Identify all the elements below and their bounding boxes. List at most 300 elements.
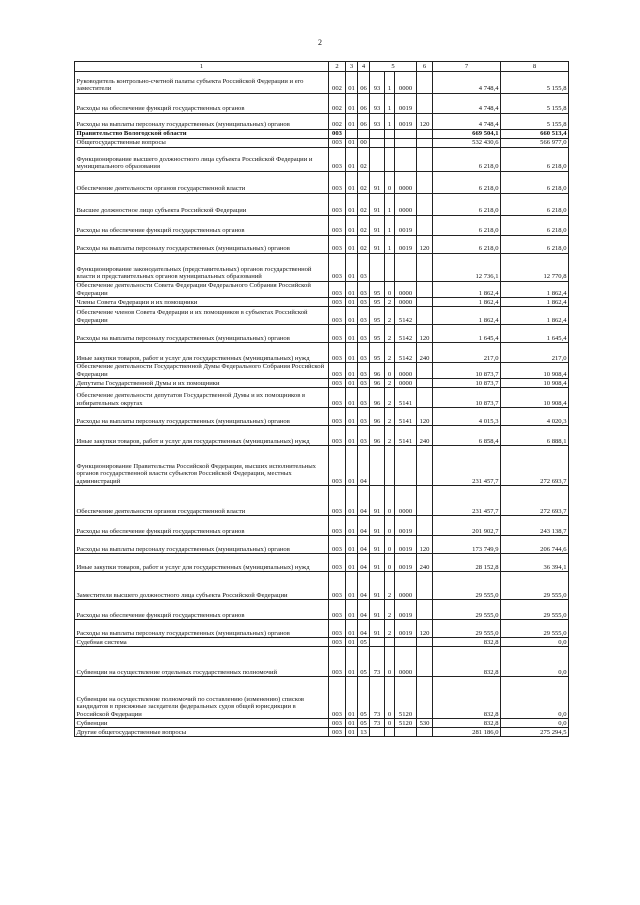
table-row	[75, 719, 569, 728]
row-code-subprogram	[385, 728, 395, 737]
row-code-admin: 003	[329, 408, 346, 426]
row-name: Расходы на обеспечение функций государственных органов	[75, 216, 329, 236]
row-name: Функционирование высшего должностного лица субъекта Российской Федерации и муниципального образования	[75, 148, 329, 172]
row-code-program: 91	[370, 572, 385, 600]
table-row	[75, 72, 569, 94]
row-code-direction: 0000	[395, 282, 417, 298]
row-code-subprogram: 1	[385, 194, 395, 216]
row-code-direction: 0000	[395, 194, 417, 216]
row-code-direction: 5120	[395, 719, 417, 728]
row-amount-year2: 29 555,0	[501, 600, 569, 620]
row-code-direction: 0019	[395, 516, 417, 536]
table-header-row	[75, 62, 569, 72]
row-code-direction: 5141	[395, 426, 417, 446]
header-col-5: 5	[370, 62, 417, 72]
row-amount-year2: 6 218,0	[501, 236, 569, 254]
row-name: Депутаты Государственной Думы и их помощники	[75, 379, 329, 388]
table-row	[75, 139, 569, 148]
row-code-expense-type: 240	[417, 554, 433, 572]
row-amount-year2: 660 513,4	[501, 130, 569, 139]
row-code-direction	[395, 148, 417, 172]
row-code-subsection: 03	[358, 408, 370, 426]
row-code-subprogram	[385, 148, 395, 172]
row-code-section: 01	[346, 446, 358, 486]
row-code-subsection: 03	[358, 379, 370, 388]
row-amount-year1: 231 457,7	[433, 486, 501, 516]
row-code-subprogram: 2	[385, 379, 395, 388]
row-code-section: 01	[346, 486, 358, 516]
row-amount-year2: 1 645,4	[501, 325, 569, 343]
row-code-program: 96	[370, 408, 385, 426]
row-code-section: 01	[346, 536, 358, 554]
row-name: Обеспечение деятельности органов государственной власти	[75, 486, 329, 516]
row-amount-year1: 669 504,1	[433, 130, 501, 139]
row-code-expense-type	[417, 216, 433, 236]
row-code-expense-type	[417, 638, 433, 647]
row-code-direction: 0019	[395, 216, 417, 236]
table-row	[75, 343, 569, 363]
row-name: Правительство Вологодской области	[75, 130, 329, 139]
row-code-subsection: 03	[358, 426, 370, 446]
row-code-expense-type: 120	[417, 325, 433, 343]
row-amount-year1: 4 748,4	[433, 94, 501, 114]
row-amount-year1: 12 736,1	[433, 254, 501, 282]
row-amount-year2: 4 020,3	[501, 408, 569, 426]
row-code-expense-type	[417, 130, 433, 139]
row-code-subsection: 00	[358, 139, 370, 148]
row-code-subsection: 03	[358, 282, 370, 298]
row-code-program: 91	[370, 236, 385, 254]
row-amount-year2: 6 218,0	[501, 148, 569, 172]
row-code-direction	[395, 638, 417, 647]
row-amount-year2: 0,0	[501, 647, 569, 677]
row-amount-year1: 10 873,7	[433, 388, 501, 408]
row-code-subprogram: 0	[385, 719, 395, 728]
row-code-direction: 0000	[395, 647, 417, 677]
table-row	[75, 94, 569, 114]
row-code-direction: 0019	[395, 600, 417, 620]
row-code-expense-type	[417, 572, 433, 600]
row-code-program: 91	[370, 620, 385, 638]
row-amount-year2: 29 555,0	[501, 572, 569, 600]
row-code-admin: 003	[329, 677, 346, 719]
row-code-direction: 0000	[395, 363, 417, 379]
row-name: Другие общегосударственные вопросы	[75, 728, 329, 737]
row-code-subprogram: 0	[385, 536, 395, 554]
row-amount-year1: 532 430,6	[433, 139, 501, 148]
table-row	[75, 446, 569, 486]
row-code-admin: 003	[329, 572, 346, 600]
row-code-subprogram: 0	[385, 677, 395, 719]
row-amount-year2: 1 862,4	[501, 298, 569, 307]
row-code-section: 01	[346, 325, 358, 343]
row-code-subsection: 05	[358, 647, 370, 677]
row-code-subprogram: 2	[385, 307, 395, 325]
row-code-program	[370, 728, 385, 737]
row-code-subprogram: 2	[385, 298, 395, 307]
row-code-section: 01	[346, 388, 358, 408]
row-code-program: 91	[370, 486, 385, 516]
row-amount-year2: 217,0	[501, 343, 569, 363]
row-code-expense-type	[417, 282, 433, 298]
row-code-section: 01	[346, 426, 358, 446]
row-amount-year1: 6 218,0	[433, 194, 501, 216]
row-code-program: 95	[370, 282, 385, 298]
row-code-subprogram: 2	[385, 388, 395, 408]
row-amount-year2: 29 555,0	[501, 620, 569, 638]
row-amount-year1: 4 748,4	[433, 114, 501, 130]
row-name: Расходы на выплаты персоналу государственных (муниципальных) органов	[75, 536, 329, 554]
row-code-expense-type	[417, 388, 433, 408]
row-code-section: 01	[346, 148, 358, 172]
row-name: Субвенции на осуществление отдельных государственных полномочий	[75, 647, 329, 677]
row-code-admin: 003	[329, 363, 346, 379]
row-amount-year2: 6 218,0	[501, 172, 569, 194]
row-code-expense-type: 530	[417, 719, 433, 728]
table-row	[75, 408, 569, 426]
row-code-subprogram: 1	[385, 114, 395, 130]
row-name: Расходы на обеспечение функций государственных органов	[75, 600, 329, 620]
row-code-expense-type	[417, 446, 433, 486]
row-code-subprogram	[385, 638, 395, 647]
row-code-subsection: 05	[358, 677, 370, 719]
row-amount-year1: 832,8	[433, 719, 501, 728]
table-row	[75, 216, 569, 236]
row-code-subsection: 05	[358, 638, 370, 647]
row-code-admin: 003	[329, 325, 346, 343]
row-code-subprogram	[385, 254, 395, 282]
row-amount-year2: 10 908,4	[501, 363, 569, 379]
row-code-section: 01	[346, 139, 358, 148]
row-name: Субвенции на осуществление полномочий по составлению (изменению) списков кандидатов в присяжные заседатели федеральных судов общей юрисдикции в Российской Федерации	[75, 677, 329, 719]
row-code-admin: 003	[329, 600, 346, 620]
table-row	[75, 388, 569, 408]
row-code-admin: 003	[329, 343, 346, 363]
table-row	[75, 536, 569, 554]
row-code-admin: 003	[329, 298, 346, 307]
row-code-subsection: 03	[358, 325, 370, 343]
row-code-direction	[395, 254, 417, 282]
row-code-section: 01	[346, 172, 358, 194]
row-amount-year1: 832,8	[433, 638, 501, 647]
row-code-section: 01	[346, 307, 358, 325]
row-code-section: 01	[346, 600, 358, 620]
row-code-subsection: 04	[358, 536, 370, 554]
row-code-subprogram: 0	[385, 554, 395, 572]
row-name: Общегосударственные вопросы	[75, 139, 329, 148]
row-code-admin: 003	[329, 426, 346, 446]
row-code-admin: 002	[329, 114, 346, 130]
row-amount-year2: 243 138,7	[501, 516, 569, 536]
row-name: Судебная система	[75, 638, 329, 647]
row-code-direction: 0019	[395, 554, 417, 572]
row-amount-year1: 4 015,3	[433, 408, 501, 426]
row-name: Члены Совета Федерации и их помощники	[75, 298, 329, 307]
row-code-admin: 003	[329, 446, 346, 486]
table-row	[75, 194, 569, 216]
row-code-program	[370, 148, 385, 172]
row-name: Высшее должностное лицо субъекта Российской Федерации	[75, 194, 329, 216]
row-code-program: 91	[370, 516, 385, 536]
row-code-expense-type	[417, 298, 433, 307]
row-code-section: 01	[346, 620, 358, 638]
row-name: Расходы на выплаты персоналу государственных (муниципальных) органов	[75, 408, 329, 426]
row-amount-year1: 1 645,4	[433, 325, 501, 343]
header-col-4: 4	[358, 62, 370, 72]
row-code-section: 01	[346, 114, 358, 130]
row-amount-year1: 6 218,0	[433, 172, 501, 194]
row-code-direction: 0000	[395, 72, 417, 94]
row-amount-year2: 10 908,4	[501, 379, 569, 388]
row-code-expense-type: 120	[417, 536, 433, 554]
row-name: Иные закупки товаров, работ и услуг для государственных (муниципальных) нужд	[75, 343, 329, 363]
row-code-expense-type	[417, 677, 433, 719]
row-code-subprogram: 0	[385, 282, 395, 298]
row-code-section: 01	[346, 379, 358, 388]
row-code-subprogram: 0	[385, 363, 395, 379]
row-code-subprogram: 1	[385, 72, 395, 94]
row-code-direction: 0000	[395, 572, 417, 600]
row-code-subsection: 04	[358, 446, 370, 486]
table-row	[75, 647, 569, 677]
row-code-program: 91	[370, 536, 385, 554]
row-amount-year1: 6 218,0	[433, 236, 501, 254]
table-row	[75, 486, 569, 516]
row-code-expense-type	[417, 139, 433, 148]
row-code-expense-type	[417, 600, 433, 620]
row-code-direction	[395, 139, 417, 148]
row-code-program: 93	[370, 72, 385, 94]
row-code-subsection: 02	[358, 194, 370, 216]
row-code-direction	[395, 446, 417, 486]
row-code-section: 01	[346, 516, 358, 536]
row-code-direction: 0000	[395, 298, 417, 307]
row-code-expense-type	[417, 72, 433, 94]
row-amount-year2: 12 770,8	[501, 254, 569, 282]
row-code-section: 01	[346, 728, 358, 737]
row-amount-year1: 29 555,0	[433, 600, 501, 620]
row-code-direction: 5141	[395, 388, 417, 408]
row-code-direction: 0000	[395, 172, 417, 194]
row-code-expense-type	[417, 486, 433, 516]
row-code-section: 01	[346, 638, 358, 647]
row-amount-year2: 5 155,8	[501, 94, 569, 114]
row-code-subprogram: 1	[385, 236, 395, 254]
row-name: Иные закупки товаров, работ и услуг для государственных (муниципальных) нужд	[75, 554, 329, 572]
row-name: Обеспечение деятельности Совета Федерации Федерального Собрания Российской Федерации	[75, 282, 329, 298]
table-row	[75, 379, 569, 388]
row-code-program	[370, 446, 385, 486]
row-code-program: 91	[370, 600, 385, 620]
row-name: Расходы на обеспечение функций государственных органов	[75, 94, 329, 114]
table-row	[75, 307, 569, 325]
row-code-program: 96	[370, 426, 385, 446]
header-col-1: 1	[75, 62, 329, 72]
row-code-subsection: 04	[358, 620, 370, 638]
row-code-admin: 003	[329, 620, 346, 638]
row-amount-year1: 29 555,0	[433, 620, 501, 638]
row-code-direction: 0019	[395, 94, 417, 114]
row-name: Расходы на выплаты персоналу государственных (муниципальных) органов	[75, 325, 329, 343]
row-code-subprogram: 2	[385, 343, 395, 363]
row-amount-year2: 36 394,1	[501, 554, 569, 572]
row-amount-year1: 832,8	[433, 647, 501, 677]
row-amount-year2: 272 693,7	[501, 486, 569, 516]
row-code-subprogram: 2	[385, 620, 395, 638]
row-code-subsection: 04	[358, 600, 370, 620]
row-code-program: 96	[370, 388, 385, 408]
row-amount-year2: 275 294,5	[501, 728, 569, 737]
row-code-admin: 003	[329, 388, 346, 408]
row-code-admin: 002	[329, 72, 346, 94]
row-code-program	[370, 130, 385, 139]
row-code-section: 01	[346, 194, 358, 216]
row-name: Функционирование Правительства Российской Федерации, высших исполнительных органов государственной власти субъектов Российской Федерации, местных администраций	[75, 446, 329, 486]
row-code-program: 91	[370, 216, 385, 236]
row-code-subsection: 03	[358, 298, 370, 307]
row-code-subprogram: 2	[385, 408, 395, 426]
header-col-6: 6	[417, 62, 433, 72]
row-code-subsection	[358, 130, 370, 139]
row-code-admin: 003	[329, 194, 346, 216]
row-code-expense-type	[417, 94, 433, 114]
row-amount-year1: 29 555,0	[433, 572, 501, 600]
row-code-direction: 0019	[395, 620, 417, 638]
row-amount-year1: 1 862,4	[433, 307, 501, 325]
row-code-program: 73	[370, 647, 385, 677]
row-code-section: 01	[346, 572, 358, 600]
row-code-program: 93	[370, 94, 385, 114]
row-code-subprogram	[385, 130, 395, 139]
header-col-3: 3	[346, 62, 358, 72]
row-amount-year1: 6 858,4	[433, 426, 501, 446]
header-col-8: 8	[501, 62, 569, 72]
row-code-expense-type	[417, 307, 433, 325]
row-code-program: 95	[370, 343, 385, 363]
table-row	[75, 148, 569, 172]
row-code-admin: 003	[329, 638, 346, 647]
row-name: Функционирование законодательных (представительных) органов государственной власти и представительных органов муниципальных образований	[75, 254, 329, 282]
row-name: Расходы на обеспечение функций государственных органов	[75, 516, 329, 536]
row-code-subprogram: 0	[385, 172, 395, 194]
row-code-section: 01	[346, 282, 358, 298]
row-code-subprogram: 2	[385, 600, 395, 620]
table-row	[75, 325, 569, 343]
row-amount-year1: 217,0	[433, 343, 501, 363]
row-amount-year2: 0,0	[501, 677, 569, 719]
table-row	[75, 426, 569, 446]
row-name: Расходы на выплаты персоналу государственных (муниципальных) органов	[75, 620, 329, 638]
row-code-subsection: 04	[358, 554, 370, 572]
row-code-admin: 002	[329, 94, 346, 114]
table-row	[75, 114, 569, 130]
row-amount-year2: 206 744,6	[501, 536, 569, 554]
row-code-subsection: 03	[358, 307, 370, 325]
row-code-program: 93	[370, 114, 385, 130]
row-name: Обеспечение членов Совета Федерации и их помощников в субъектах Российской Федерации	[75, 307, 329, 325]
row-code-admin: 003	[329, 236, 346, 254]
row-code-program	[370, 139, 385, 148]
table-row	[75, 363, 569, 379]
row-code-section: 01	[346, 254, 358, 282]
row-amount-year2: 5 155,8	[501, 114, 569, 130]
row-code-subsection: 02	[358, 148, 370, 172]
row-code-admin: 003	[329, 728, 346, 737]
row-name: Обеспечение деятельности органов государственной власти	[75, 172, 329, 194]
row-code-program: 73	[370, 719, 385, 728]
row-code-section: 01	[346, 408, 358, 426]
row-code-subprogram: 2	[385, 426, 395, 446]
row-code-program: 91	[370, 554, 385, 572]
row-code-section: 01	[346, 72, 358, 94]
row-name: Расходы на выплаты персоналу государственных (муниципальных) органов	[75, 114, 329, 130]
table-row	[75, 620, 569, 638]
row-code-section: 01	[346, 216, 358, 236]
row-amount-year1: 6 218,0	[433, 148, 501, 172]
row-code-program: 91	[370, 172, 385, 194]
row-code-subsection: 06	[358, 72, 370, 94]
row-amount-year1: 4 748,4	[433, 72, 501, 94]
table-row	[75, 677, 569, 719]
row-code-admin: 003	[329, 282, 346, 298]
table-row	[75, 298, 569, 307]
row-amount-year2: 10 908,4	[501, 388, 569, 408]
row-code-admin: 003	[329, 647, 346, 677]
row-code-expense-type: 120	[417, 620, 433, 638]
table-row	[75, 516, 569, 536]
row-code-direction: 0019	[395, 236, 417, 254]
row-amount-year1: 1 862,4	[433, 298, 501, 307]
header-col-2: 2	[329, 62, 346, 72]
row-amount-year2: 6 888,1	[501, 426, 569, 446]
table-row	[75, 554, 569, 572]
row-code-program: 95	[370, 307, 385, 325]
row-code-direction: 0000	[395, 486, 417, 516]
row-code-subsection: 03	[358, 254, 370, 282]
row-code-subsection: 04	[358, 486, 370, 516]
page-number: 2	[318, 38, 322, 47]
row-code-direction: 5142	[395, 307, 417, 325]
row-code-direction: 5141	[395, 408, 417, 426]
row-amount-year2: 5 155,8	[501, 72, 569, 94]
row-code-expense-type: 240	[417, 426, 433, 446]
row-amount-year2: 0,0	[501, 638, 569, 647]
row-code-expense-type: 240	[417, 343, 433, 363]
row-code-subsection: 06	[358, 94, 370, 114]
row-code-expense-type	[417, 363, 433, 379]
row-code-admin: 003	[329, 516, 346, 536]
row-code-subsection: 13	[358, 728, 370, 737]
row-name: Обеспечение деятельности депутатов Государственной Думы и их помощников в избирательных округах	[75, 388, 329, 408]
row-amount-year2: 6 218,0	[501, 194, 569, 216]
row-amount-year1: 1 862,4	[433, 282, 501, 298]
row-code-subprogram: 2	[385, 325, 395, 343]
row-code-direction: 0019	[395, 114, 417, 130]
row-amount-year1: 10 873,7	[433, 379, 501, 388]
table-row	[75, 600, 569, 620]
row-code-subsection: 02	[358, 216, 370, 236]
row-code-program: 73	[370, 677, 385, 719]
table-row	[75, 254, 569, 282]
row-code-section: 01	[346, 343, 358, 363]
row-name: Расходы на выплаты персоналу государственных (муниципальных) органов	[75, 236, 329, 254]
row-code-subprogram: 1	[385, 94, 395, 114]
row-amount-year1: 281 186,0	[433, 728, 501, 737]
row-code-section: 01	[346, 363, 358, 379]
row-code-subsection: 03	[358, 363, 370, 379]
row-code-program: 95	[370, 325, 385, 343]
row-code-section: 01	[346, 94, 358, 114]
